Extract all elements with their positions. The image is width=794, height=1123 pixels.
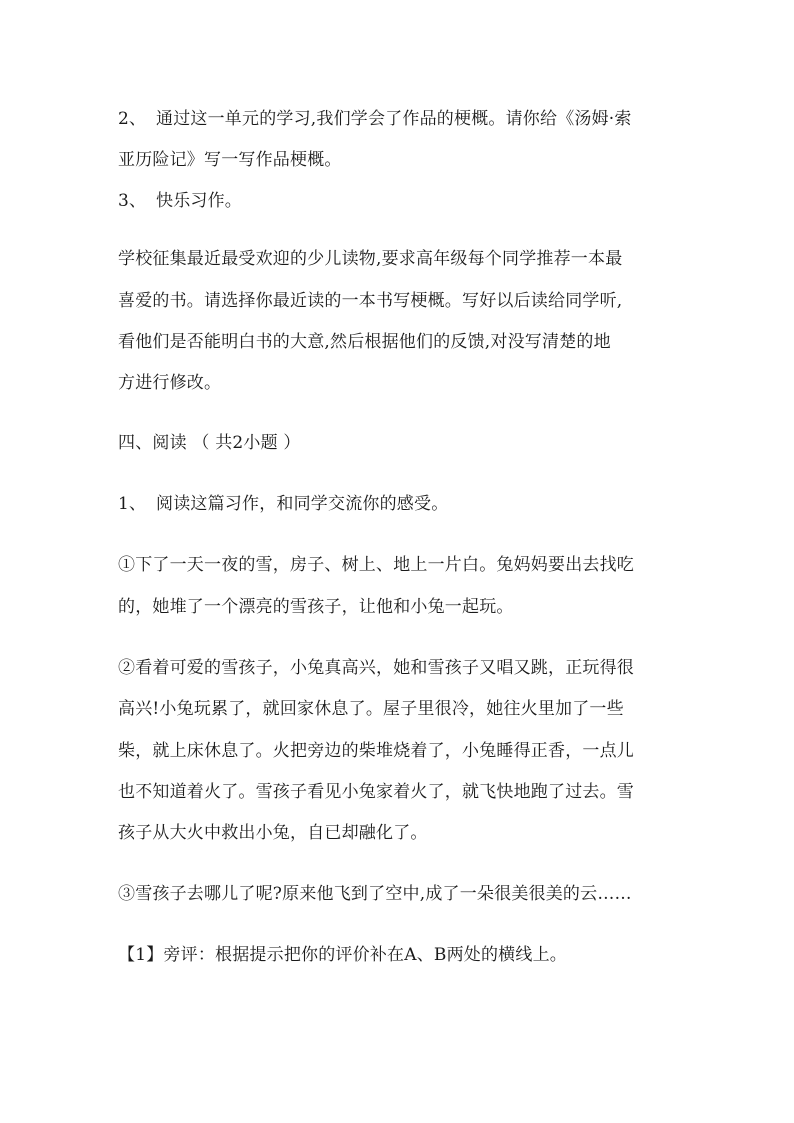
story-paragraph-2-line-3: 柴，就上床休息了。火把旁边的柴堆烧着了，小兔睡得正香，一点儿 <box>118 741 634 761</box>
reading-item-1-number: 1、 <box>118 494 147 514</box>
story-paragraph-2-line-2: 高兴!小兔玩累了，就回家休息了。屋子里很冷，她往火里加了一些 <box>118 699 624 719</box>
reading-item-1 <box>118 493 448 515</box>
item-2-text: 通过这一单元的学习,我们学会了作品的梗概。请你给《汤姆·索 <box>156 109 632 129</box>
reading-item-1-text: 阅读这篇习作，和同学交流你的感受。 <box>156 494 449 514</box>
item-2-number: 2、 <box>118 109 147 129</box>
prompt-line-1: 学校征集最近最受欢迎的少儿读物,要求高年级每个同学推荐一本最 <box>118 249 623 269</box>
item-3-number: 3、 <box>118 191 147 211</box>
prompt-line-4: 方进行修改。 <box>118 373 222 393</box>
question-1: 【1】旁评：根据提示把你的评价补在A、B两处的横线上。 <box>118 945 567 965</box>
item-3-text: 快乐习作。 <box>156 191 242 211</box>
item-3-line <box>118 190 242 212</box>
prompt-line-2: 喜爱的书。请选择你最近读的一本书写梗概。写好以后读给同学听, <box>118 291 623 311</box>
story-paragraph-2-line-4: 也不知道着火了。雪孩子看见小兔家着火了，就飞快地跑了过去。雪 <box>118 782 634 802</box>
story-paragraph-2-line-1: ②看着可爱的雪孩子，小兔真高兴，她和雪孩子又唱又跳，正玩得很 <box>118 658 634 678</box>
story-paragraph-1-line-1: ①下了一天一夜的雪，房子、树上、地上一片白。兔妈妈要出去找吃 <box>118 555 634 575</box>
item-2-line-2: 亚历险记》写一写作品梗概。 <box>118 150 342 170</box>
story-paragraph-1-line-2: 的，她堆了一个漂亮的雪孩子，让他和小兔一起玩。 <box>118 597 514 617</box>
section-heading-reading: 四、阅读 （ 共2小题 ） <box>118 433 301 453</box>
item-2-line-1 <box>118 108 632 130</box>
story-paragraph-3: ③雪孩子去哪儿了呢?原来他飞到了空中,成了一朵很美很美的云…… <box>118 884 632 904</box>
story-paragraph-2-line-5: 孩子从大火中救出小兔，自已却融化了。 <box>118 823 428 843</box>
prompt-line-3: 看他们是否能明白书的大意,然后根据他们的反馈,对没写清楚的地 <box>118 332 611 352</box>
